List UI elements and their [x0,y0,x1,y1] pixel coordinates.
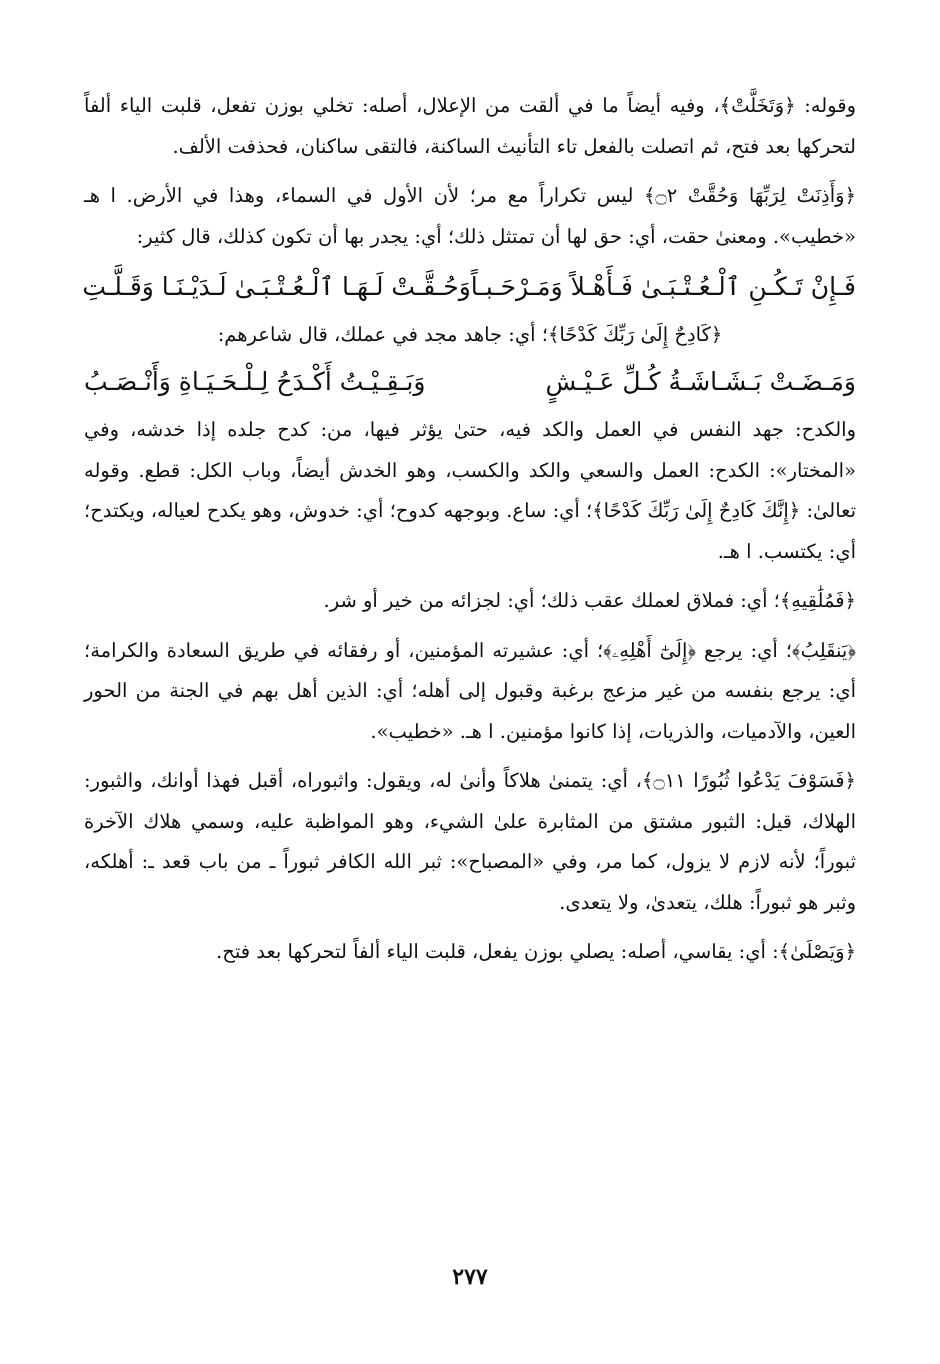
paragraph-mulaqihi: ﴿فَمُلَٰقِيهِ﴾؛ أي: فملاق لعملك عقب ذلك؛ أي: لجزائه من خير أو شر. [323,589,856,612]
paragraph-thubur: ﴿فَسَوْفَ يَدْعُوا ثُبُورًا ۝١١﴾، أي: يتمنىٰ هلاكاً وأنىٰ له، ويقول: واثبوراه، أقبل فهذا أوانك، والثبور: الهلاك، قيل: الثبور مشتق من المثابرة علىٰ الشيء، وهو المواظبة عليه، وسمي هلاك الآخرة ثبوراً؛ لأنه لازم لا يزول، كما مر، وفي «المصباح»: ثبر الله الكافر ثبوراً ـ من باب قعد ـ: أهلكه، وثبر هو ثبوراً: هلك، يتعدىٰ، ولا يتعدى. [84,769,856,914]
paragraph-wa-adhinat: ﴿وَأَذِنَتْ لِرَبِّهَا وَحُقَّتْ ۝٢﴾ ليس تكراراً مع مر؛ لأن الأول في السماء، وهذا في الأرض. ا هـ «خطيب». ومعنىٰ حقت، أي: حق لها أن تمتثل ذلك؛ أي: يجدر بها أن تكون كذلك، قال كثير: [84,184,856,248]
verse-1-second-hemistich: وَحُـقَّـتْ لَـهَـا ٱلْـعُـتْـبَـىٰ لَـدَيْـنَـا وَقَـلَّـتِ [82,272,471,301]
paragraph-yanqalibu: ﴿يَنقَلِبُ﴾؛ أي: يرجع ﴿إِلَىٰٓ أَهْلِهِۦ﴾؛ أي: عشيرته المؤمنين، أو رفقائه في طريق السعادة والكرامة؛ أي: يرجع بنفسه من غير مزعج برغبة وقبول إلى أهله؛ أي: الذين أهل بهم في الجنة من الحور العين، والآدميات، والذريات، إذا كانوا مؤمنين. ا هـ. «خطيب». [84,638,856,743]
paragraph-yasla: ﴿وَيَصْلَىٰ﴾: أي: يقاسي، أصله: يصلي بوزن يفعل، قلبت الياء ألفاً لتحركها بعد فتح. [216,940,856,963]
poetry-verse-1 [84,264,856,310]
kadih-line [84,315,856,355]
paragraph-kadh-definition: والكدح: جهد النفس في العمل والكد فيه، حتىٰ يؤثر فيها، من: كدح جلده إذا خدشه، وفي «المختار»: الكدح: العمل والسعي والكد والكسب، وهو الخدش أيضاً، وباب الكل: قطع. وقوله تعالىٰ: ﴿إِنَّكَ كَادِحٌ إِلَىٰ رَبِّكَ كَدْحًا﴾؛ أي: ساع. وبوجهه كدوح؛ أي: خدوش، وهو يكدح لعياله، ويكتدح؛ أي: يكتسب. ا هـ. [84,418,856,563]
kadih-text: ﴿كَادِحٌ إِلَىٰ رَبِّكَ كَدْحًا﴾؛ أي: جاهد مجد في عملك، قال شاعرهم: [217,323,723,346]
verse-1-first-hemistich: فَـإِنْ تَـكُـنِ ٱلْـعُـتْـبَـىٰ فَـأَهْـلاً وَمَـرْحَـبـاً [470,272,856,301]
page-number: ٢٧٧ [452,1264,488,1290]
verse-2-second-hemistich: وَبَـقِـيْـتُ أَكْـدَحُ لِـلْـحَـيَـاةِ وَأَنْـصَـبُ [84,367,426,396]
poetry-verse-2 [84,359,856,405]
paragraph-takhallat: وقوله: ﴿وَتَخَلَّتْ﴾، وفيه أيضاً ما في ألقت من الإعلال، أصله: تخلي بوزن تفعل، قلبت الياء ألفاً لتحركها بعد فتح، ثم اتصلت بالفعل تاء التأنيث الساكنة، فالتقى ساكنان، فحذفت الألف. [84,94,856,158]
verse-2-first-hemistich: وَمَـضَـتْ بَـشَـاشَـةُ كُـلِّ عَـيْـشٍ [545,367,856,396]
